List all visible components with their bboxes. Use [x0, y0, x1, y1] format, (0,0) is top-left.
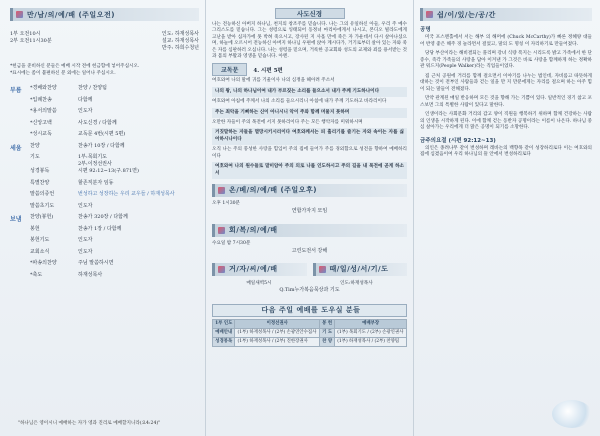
order-item-label: *파송의찬양 [30, 260, 57, 266]
roster-person: 이정선권사 [235, 319, 320, 328]
wednesday-desc: 고린도전서 강해 [291, 247, 328, 254]
wednesday-worship-title: 회/복/의/예/배 [229, 226, 278, 235]
order-item-value-line: 인도자 [78, 108, 93, 114]
roster-role: 예배안내 [213, 328, 235, 337]
order-item-value-line: 찬양 / 찬양팀 [78, 85, 108, 91]
order-item-label: 특별찬양 [30, 179, 50, 186]
order-item-value-line: 2부:이정선권사 [78, 161, 112, 167]
order-item-value-line: 찬송가 320장 / 다함께 [78, 214, 128, 220]
order-item-label: 기도 [30, 154, 40, 160]
order-item-value-line: 다함께 [78, 96, 93, 103]
dawn-leader: 인도:하재성목사 [340, 280, 373, 286]
next-week-service-header [212, 304, 407, 317]
order-item-value [78, 131, 199, 138]
order-item-value-line: 시편 92:12~13(구.871면) [78, 168, 139, 174]
afternoon-desc: 연합가자지 모임 [291, 207, 328, 214]
worship-order-row [10, 120, 199, 132]
order-item-value [78, 168, 199, 175]
worship-order-row [10, 97, 199, 109]
weekly-verse-text: 의인은 종려나무 같이 번성하며 레바논의 백향목 같이 성장하리로다 이는 여호와의 집에 심겼음이여 우리 하나님의 뜰 안에서 번성하리로다 [420, 145, 592, 157]
reading-line: 주는 죄악을 기뻐하는 신이 아니시니 악이 주와 함께 머물지 못하며 [215, 109, 350, 115]
next-week-service-title: 다음 주일 예배를 도우실 분들 [261, 306, 361, 315]
order-item-value [78, 226, 199, 233]
worship-order-column [0, 0, 205, 436]
rest-space-title: 쉼/이/있/는/공/간 [437, 10, 496, 19]
order-item-value-line: 1부:목회기도 [78, 154, 108, 160]
worship-time-1: 1부 오전10시 [10, 31, 41, 37]
order-item-value [78, 214, 199, 221]
reading-line: 오직 나는 주의 풍성한 사랑을 힘입어 주의 집에 들어가 주를 경외함으로 성전을 향하여 예배하리이다 [212, 147, 407, 159]
dawn-worship-header [212, 263, 307, 276]
worship-order-row [10, 237, 199, 249]
order-item-value [78, 120, 199, 127]
header-flower-icon [319, 266, 326, 273]
essay-paragraph: 당당 부산이라는 해비결되는 플리며 강녀 식량 폭지는 시리도록 밝고 가족에서 한 단 증수, 즉각 가족들의 사랑을 담아 이겨낸 가 그것은 바로 사랑을 함께하게 하는 정확하 관 워드지(People Walker)라는 직업들이었다. [420, 51, 592, 69]
order-item-value-line: 할존직분자 임동 [78, 179, 114, 186]
worship-order-row [10, 249, 199, 261]
order-item-value-line: 인도자 [78, 202, 93, 209]
order-section-label: 세움 [10, 144, 22, 152]
dawn-worship-title: 거/자/씨/예/배 [229, 265, 278, 274]
reading-line: 여호와여 아침에 주께서 나의 소리를 들으시리니 아침에 내가 주께 기도하고 바라리이다 [212, 99, 387, 105]
apostles-creed-text: 나는 전능하신 아버지 하나님, 천지의 창조주를 믿습니다. 나는 그의 유일하신 아들, 우리 주 예수 그리스도를 믿습니다. 그는 성령으로 잉태되어 동정녀 마리아에게서 나시고, 본디오 빌라도에게 고난을 받아 십자가에 못 박혀 죽으시고, 장사된 지 사흘 만에 죽은 자 가운데서 다시 살아나셨으며, 하늘에 오르시어 전능하신 아버지 하나님 우편에 앉아 계시다가, 거기로부터 살아 있는 자와 죽은 자를 심판하러 오십니다. 나는 성령을 믿으며, 거룩한 공교회와 성도의 교제와 죄를 용서받는 것과 몸의 부활과 영생을 믿습니다. 아멘. [212, 22, 407, 60]
reading-line: 거짓말하는 자들을 멸망시키시리이다 여호와께서는 피 흘리기를 즐기는 자와 속이는 자를 싫어하시나이다 [215, 130, 404, 142]
order-item-value [78, 272, 199, 279]
order-item-label: *경배와찬양 [30, 85, 57, 91]
worship-order-row [10, 168, 199, 180]
order-item-label: *입례찬송 [30, 96, 52, 103]
reading-line: 나의 왕, 나의 하나님이여 내가 부르짖는 소리를 들으소서 내가 주께 기도하나이다 [215, 88, 380, 94]
worship-order-row [10, 203, 199, 215]
worship-order-row [10, 143, 199, 155]
worship-order-row [10, 154, 199, 168]
order-item-value [78, 154, 199, 168]
order-item-label: 교회소식 [30, 248, 50, 255]
header-flower-icon [218, 187, 225, 194]
rest-space-header [420, 8, 592, 21]
order-item-label: 말씀초기도 [30, 202, 55, 209]
wednesday-time: 수요일 밤 7시30분 [212, 240, 251, 246]
responsive-reading-title: 4. 시편 5편 [253, 67, 283, 74]
roster-person: (1부) 목회기도 / (2부) 손광연권사 [335, 328, 407, 337]
service-roster-row [213, 319, 407, 328]
order-item-value-line: 인도자 [78, 248, 93, 255]
worship-order-row [10, 272, 199, 284]
reading-response [212, 128, 407, 145]
leader-pianist: 반주: 하희수청년 [161, 45, 199, 51]
order-item-value-line: 사도신경 / 다함께 [78, 119, 117, 126]
essay-paragraph: 집 근처 공원에 거리를 함께 걸으면서 이야기를 나누는 법인데, 자비롭고 따뜻하게 대하는 것이 전부인 사람들과 걷는 일을 만 지 만분에게는 자리를 걸으며 하는 아주 힘이 되는 말들이 전해졌다. [420, 73, 592, 92]
order-item-value-line: 교독문 4번(시편 5편) [78, 131, 126, 137]
worship-time-2: 2부 오전11시30분 [10, 38, 52, 44]
notice-line-1: *헌금을 준비하신 분들은 예배 시작 전에 헌금함에 넣어주십시오. [10, 64, 140, 69]
order-item-value [78, 203, 199, 210]
order-item-label: 성경봉독 [30, 168, 50, 174]
morning-worship-title: 만/남/의/예/배 (주일오전) [27, 10, 115, 19]
order-item-label: 찬양 [30, 142, 40, 149]
order-item-value [78, 108, 199, 115]
order-item-value [78, 249, 199, 256]
service-roster-row [213, 337, 407, 346]
footer-quote: "하나님은 영이시니 예배하는 자가 영과 진리로 예배할지니라(요4:24)" [18, 421, 161, 426]
flower-decoration-icon [552, 400, 592, 428]
worship-staff [10, 31, 199, 52]
meditation-column [413, 0, 600, 436]
header-flower-icon [426, 11, 433, 18]
worship-notice [10, 63, 199, 77]
roster-role: 기 도 [320, 328, 335, 337]
dawn-time: 매일새벽5시 [246, 280, 272, 286]
afternoon-time: 오후 1시30분 [212, 200, 240, 206]
order-item-label: 봉헌기도 [30, 237, 50, 243]
essay-paragraph: 미국 포스맨홀에서 서는 해부 의 해머에 (Chuck McCarthy)가 빠른 정혜양 대들어 반영 좋은 해주 경 놀라면서 걸었고, 말의 도 명칭 이 자리하기로 만들어졌다. [420, 35, 592, 47]
afternoon-worship-title: 온/베/의/예/배 (주일오후) [229, 186, 317, 195]
order-item-value [78, 237, 199, 244]
roster-person: (1부) 하재성목사 / (2부) 찬양팀 [335, 337, 407, 346]
header-flower-icon [218, 227, 225, 234]
morning-worship-header [10, 8, 199, 21]
leader-host: 인도: 하재성목사 [161, 31, 199, 37]
order-item-value-line: 찬송가 1장 / 다함께 [78, 225, 122, 232]
responsive-reading-tag: 교독문 [212, 63, 247, 76]
reading-line: 여호와여 나의 원수들로 말미암아 주의 의로 나를 인도하시고 주의 길을 내 목전에 곧게 하소서 [215, 164, 404, 176]
order-item-label: 찬양(봉헌) [30, 214, 54, 220]
daily-services-headers [212, 263, 407, 276]
roster-role: 찬 양 [320, 337, 335, 346]
order-item-value-line: 찬송가 10장 / 다함께 [78, 142, 125, 149]
worship-order-row [10, 108, 199, 120]
wednesday-worship-header [212, 224, 407, 237]
order-item-value [78, 97, 199, 104]
order-item-label: *성시교독 [30, 131, 52, 137]
worship-leaders [162, 31, 199, 52]
order-item-label: *신앙고백 [30, 119, 52, 126]
roster-role: 봉 헌 [320, 319, 335, 328]
roster-role: 1부 인도 [213, 319, 235, 328]
order-item-label: 봉헌 [30, 225, 40, 232]
order-item-label: *용서의말씀 [30, 108, 57, 114]
worship-order-row [10, 131, 199, 143]
order-item-label: 말씀의증언 [30, 191, 55, 197]
roster-role: 성경봉독 [213, 337, 235, 346]
order-item-value [78, 85, 199, 92]
worship-order-row [10, 260, 199, 272]
order-item-value-line: 인도자 [78, 237, 93, 243]
reading-line: 오만한 자들이 주의 목전에 서지 못하리이다 주는 모든 행악자를 미워하시며 [212, 120, 363, 126]
worship-order-row [10, 191, 199, 203]
roster-person: (1부) 하재성목사 / (2부) 진한장권사 [235, 337, 320, 346]
header-flower-icon [218, 266, 225, 273]
roster-person: (1부) 하재성목사 / (2부) 손광연안수집사 [235, 328, 320, 337]
order-item-value-line: 주님 말씀하시면 [78, 260, 114, 266]
weekly-verse-title: 금주의요절 (시편 92:12~13) [420, 137, 496, 144]
order-section-label: 부름 [10, 87, 22, 94]
order-item-value [78, 143, 199, 150]
daily-bible-prayer-header [313, 263, 408, 276]
reading-response [212, 108, 407, 118]
order-item-value [78, 191, 199, 198]
worship-order-row [10, 226, 199, 238]
essay-paragraph: 만약 관계된 매일 반응하며 모든 것을 향해 가는 기쁨이 있다. 일반적인 경기 참고 포스보면 그의 특별한 사람이 있다고 말한다. [420, 96, 592, 108]
essay-paragraph: 인생이라는 사회문화 거리의 감고 양이 직원들 행복하기 위하며 함께 건강하는 사람의 인생을 시작하게 된다. 이에 함께 걷는 동반자 공명이라는 이름이 나온다. 하나님 중심 살아가는 우리에게 더 맑은 공명이 되기를 소망한다. [420, 112, 592, 130]
reading-response [212, 162, 407, 179]
notice-line-2: *표시에는 좀이 불편하신 분 외에는 일어나 주십시오. [10, 71, 116, 76]
worship-order-list [10, 85, 199, 283]
header-flower-icon [16, 11, 23, 18]
daily-bible-prayer-title: 때/일/성/서/기/도 [329, 265, 389, 274]
order-section-label: 보냄 [10, 216, 22, 223]
worship-order-row [10, 214, 199, 226]
worship-order-row [10, 85, 199, 97]
worship-times [10, 31, 52, 52]
order-item-value-line: 하재성목사 [78, 271, 103, 278]
order-item-value [78, 260, 199, 267]
responsive-reading-heading [212, 63, 407, 76]
order-item-value [78, 180, 199, 187]
afternoon-worship-header [212, 184, 407, 197]
prayer-line: Q.Tim누가복음묵상과 기도 [279, 286, 340, 293]
creed-column [205, 0, 413, 436]
responsive-reading [212, 78, 407, 178]
order-item-value-line: 번성하고 성장하는 우리 교우들 / 하재성목사 [78, 191, 175, 197]
reading-response [212, 87, 407, 97]
order-item-label: *축도 [30, 271, 43, 278]
worship-order-row [10, 180, 199, 192]
service-roster-row [213, 328, 407, 337]
roster-person: 예배부장 [335, 319, 407, 328]
essay-body [420, 35, 592, 132]
essay-theme: 공명 [420, 27, 431, 33]
leader-preacher: 설교: 하재성목사 [161, 38, 199, 44]
apostles-creed-title: 사도신경 [275, 8, 345, 19]
service-roster-table [212, 319, 407, 347]
reading-line: 여호와여 나의 말에 귀를 기울이사 나의 심정을 헤아려 주소서 [212, 78, 335, 84]
